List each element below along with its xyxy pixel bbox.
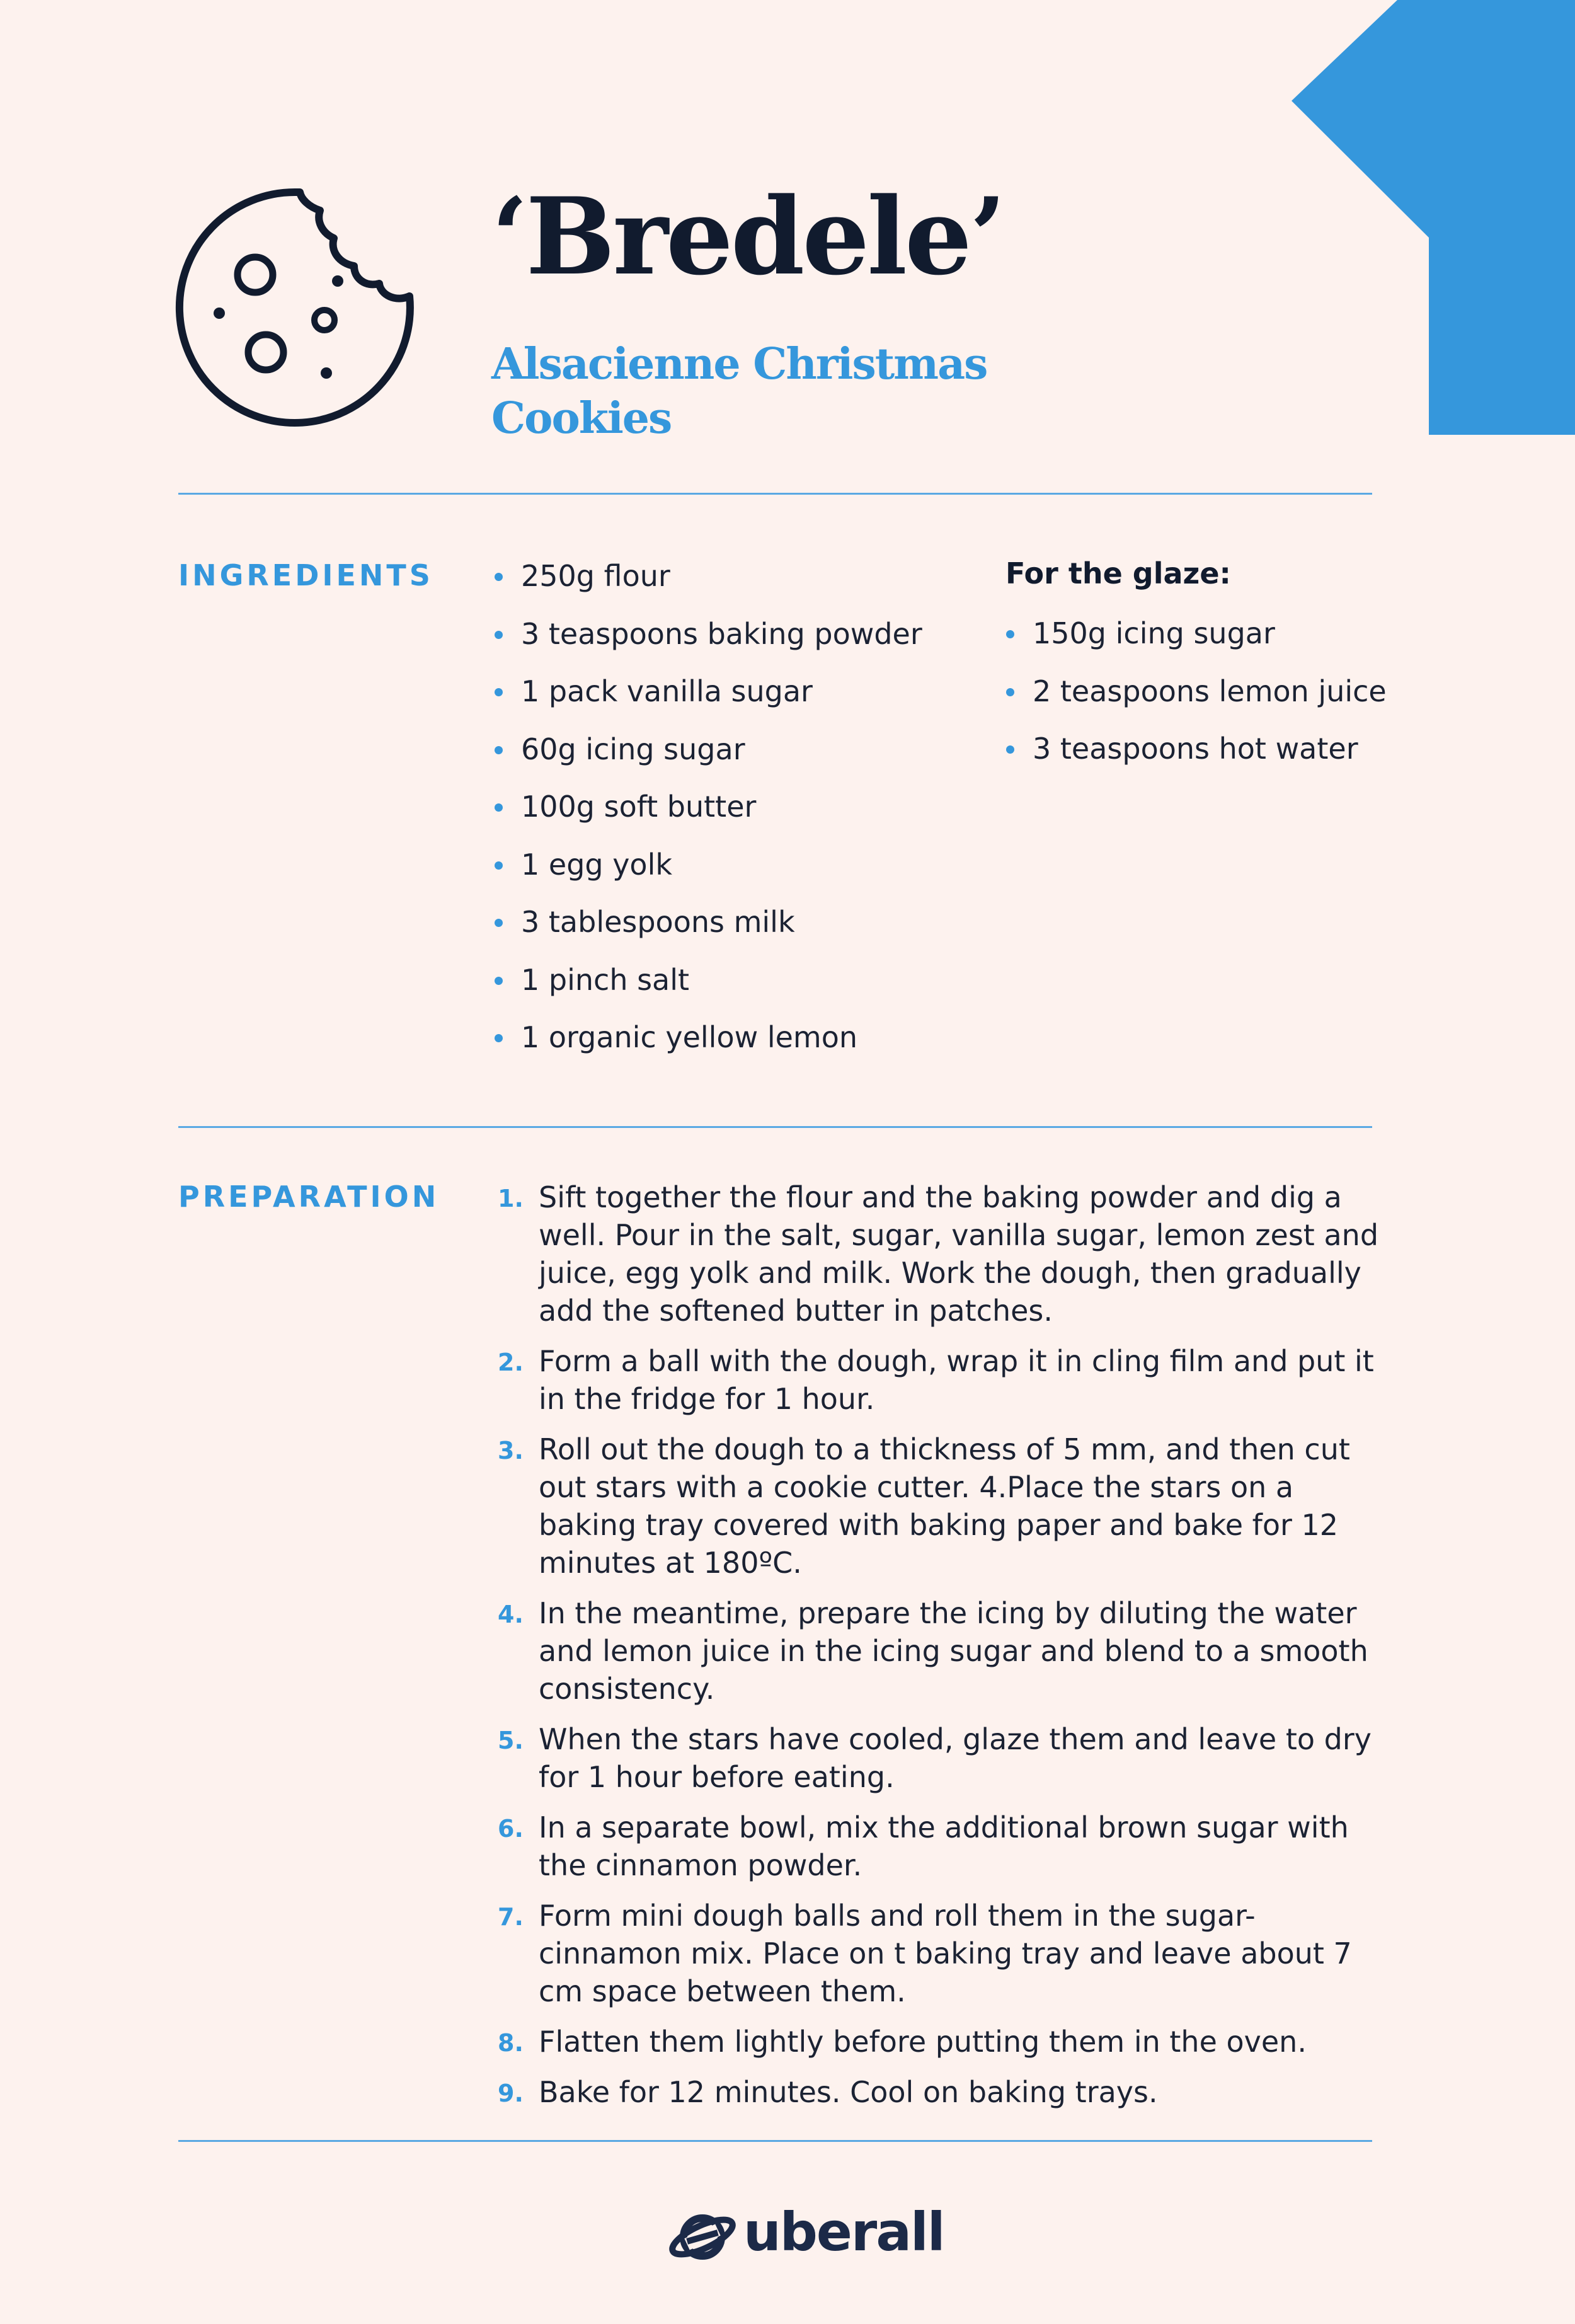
step-number: 6. bbox=[498, 1815, 524, 1843]
list-item: 1 pinch salt bbox=[495, 964, 922, 1022]
list-item: 3 tablespoons milk bbox=[495, 906, 922, 964]
planet-icon bbox=[668, 2207, 737, 2267]
step-item bbox=[498, 1809, 1380, 1884]
step-number: 3. bbox=[498, 1437, 524, 1464]
bullet-icon bbox=[1006, 688, 1014, 696]
preparation-steps bbox=[498, 1178, 1380, 2124]
bullet-icon bbox=[495, 861, 503, 870]
bullet-icon bbox=[495, 977, 503, 985]
divider bbox=[178, 2140, 1372, 2142]
step-item bbox=[498, 2073, 1380, 2111]
list-item: 3 teaspoons baking powder bbox=[495, 618, 922, 676]
bullet-icon bbox=[1006, 630, 1014, 638]
step-item bbox=[498, 1430, 1380, 1582]
step-number: 9. bbox=[498, 2080, 524, 2107]
preparation-label: PREPARATION bbox=[178, 1180, 440, 1214]
step-number: 2. bbox=[498, 1349, 524, 1376]
page-subtitle: Alsacienne Christmas Cookies bbox=[491, 339, 987, 444]
step-text: Form mini dough balls and roll them in the sugar-cinnamon mix. Place on t baking tray and leave about 7 cm space between them. bbox=[539, 1899, 1352, 2008]
divider bbox=[178, 493, 1372, 495]
brand-logo-text: uberall bbox=[743, 2201, 944, 2263]
step-number: 7. bbox=[498, 1903, 524, 1931]
step-text: Roll out the dough to a thickness of 5 mm, and then cut out stars with a cookie cutter. 4.Place the stars on a baking tray covered with baking paper and bake for 12 minutes at 180ºC. bbox=[539, 1432, 1350, 1580]
step-text: In a separate bowl, mix the additional brown sugar with the cinnamon powder. bbox=[539, 1810, 1349, 1882]
page-title: ‘Bredele’ bbox=[491, 174, 1004, 299]
step-number: 4. bbox=[498, 1601, 524, 1628]
step-item bbox=[498, 1178, 1380, 1330]
step-item bbox=[498, 1342, 1380, 1418]
list-item: 60g icing sugar bbox=[495, 733, 922, 791]
list-item: 2 teaspoons lemon juice bbox=[1006, 676, 1387, 733]
bullet-icon bbox=[495, 1034, 503, 1042]
ingredients-list bbox=[495, 560, 922, 1079]
step-item bbox=[498, 1897, 1380, 2010]
bullet-icon bbox=[495, 746, 503, 754]
list-item: 1 organic yellow lemon bbox=[495, 1021, 922, 1079]
list-item: 1 pack vanilla sugar bbox=[495, 676, 922, 733]
step-text: In the meantime, prepare the icing by diluting the water and lemon juice in the icing sugar and blend to a smooth consistency. bbox=[539, 1596, 1368, 1706]
cookie-icon bbox=[174, 183, 420, 429]
step-text: When the stars have cooled, glaze them and leave to dry for 1 hour before eating. bbox=[539, 1722, 1372, 1794]
glaze-list bbox=[1006, 618, 1387, 791]
divider bbox=[178, 1126, 1372, 1128]
list-item: 3 teaspoons hot water bbox=[1006, 733, 1387, 791]
bullet-icon bbox=[495, 631, 503, 639]
bullet-icon bbox=[1006, 745, 1014, 754]
list-item: 150g icing sugar bbox=[1006, 618, 1387, 676]
bullet-icon bbox=[495, 688, 503, 696]
bullet-icon bbox=[495, 919, 503, 927]
step-number: 8. bbox=[498, 2029, 524, 2057]
step-item bbox=[498, 2023, 1380, 2061]
list-item: 1 egg yolk bbox=[495, 849, 922, 907]
step-number: 1. bbox=[498, 1185, 524, 1212]
list-item: 100g soft butter bbox=[495, 791, 922, 849]
step-text: Flatten them lightly before putting them in the oven. bbox=[539, 2025, 1307, 2059]
list-item: 250g flour bbox=[495, 560, 922, 618]
bullet-icon bbox=[495, 573, 503, 581]
step-text: Bake for 12 minutes. Cool on baking trays. bbox=[539, 2075, 1158, 2109]
ingredients-label: INGREDIENTS bbox=[178, 558, 433, 592]
step-item bbox=[498, 1594, 1380, 1708]
glaze-heading: For the glaze: bbox=[1005, 556, 1231, 590]
step-number: 5. bbox=[498, 1727, 524, 1754]
step-text: Sift together the flour and the baking powder and dig a well. Pour in the salt, sugar, vanilla sugar, lemon zest and juice, egg yolk and milk. Work the dough, then gradually add the softened butter in patches. bbox=[539, 1180, 1379, 1328]
bullet-icon bbox=[495, 803, 503, 812]
step-item bbox=[498, 1720, 1380, 1796]
step-text: Form a ball with the dough, wrap it in cling film and put it in the fridge for 1 hour. bbox=[539, 1344, 1374, 1416]
